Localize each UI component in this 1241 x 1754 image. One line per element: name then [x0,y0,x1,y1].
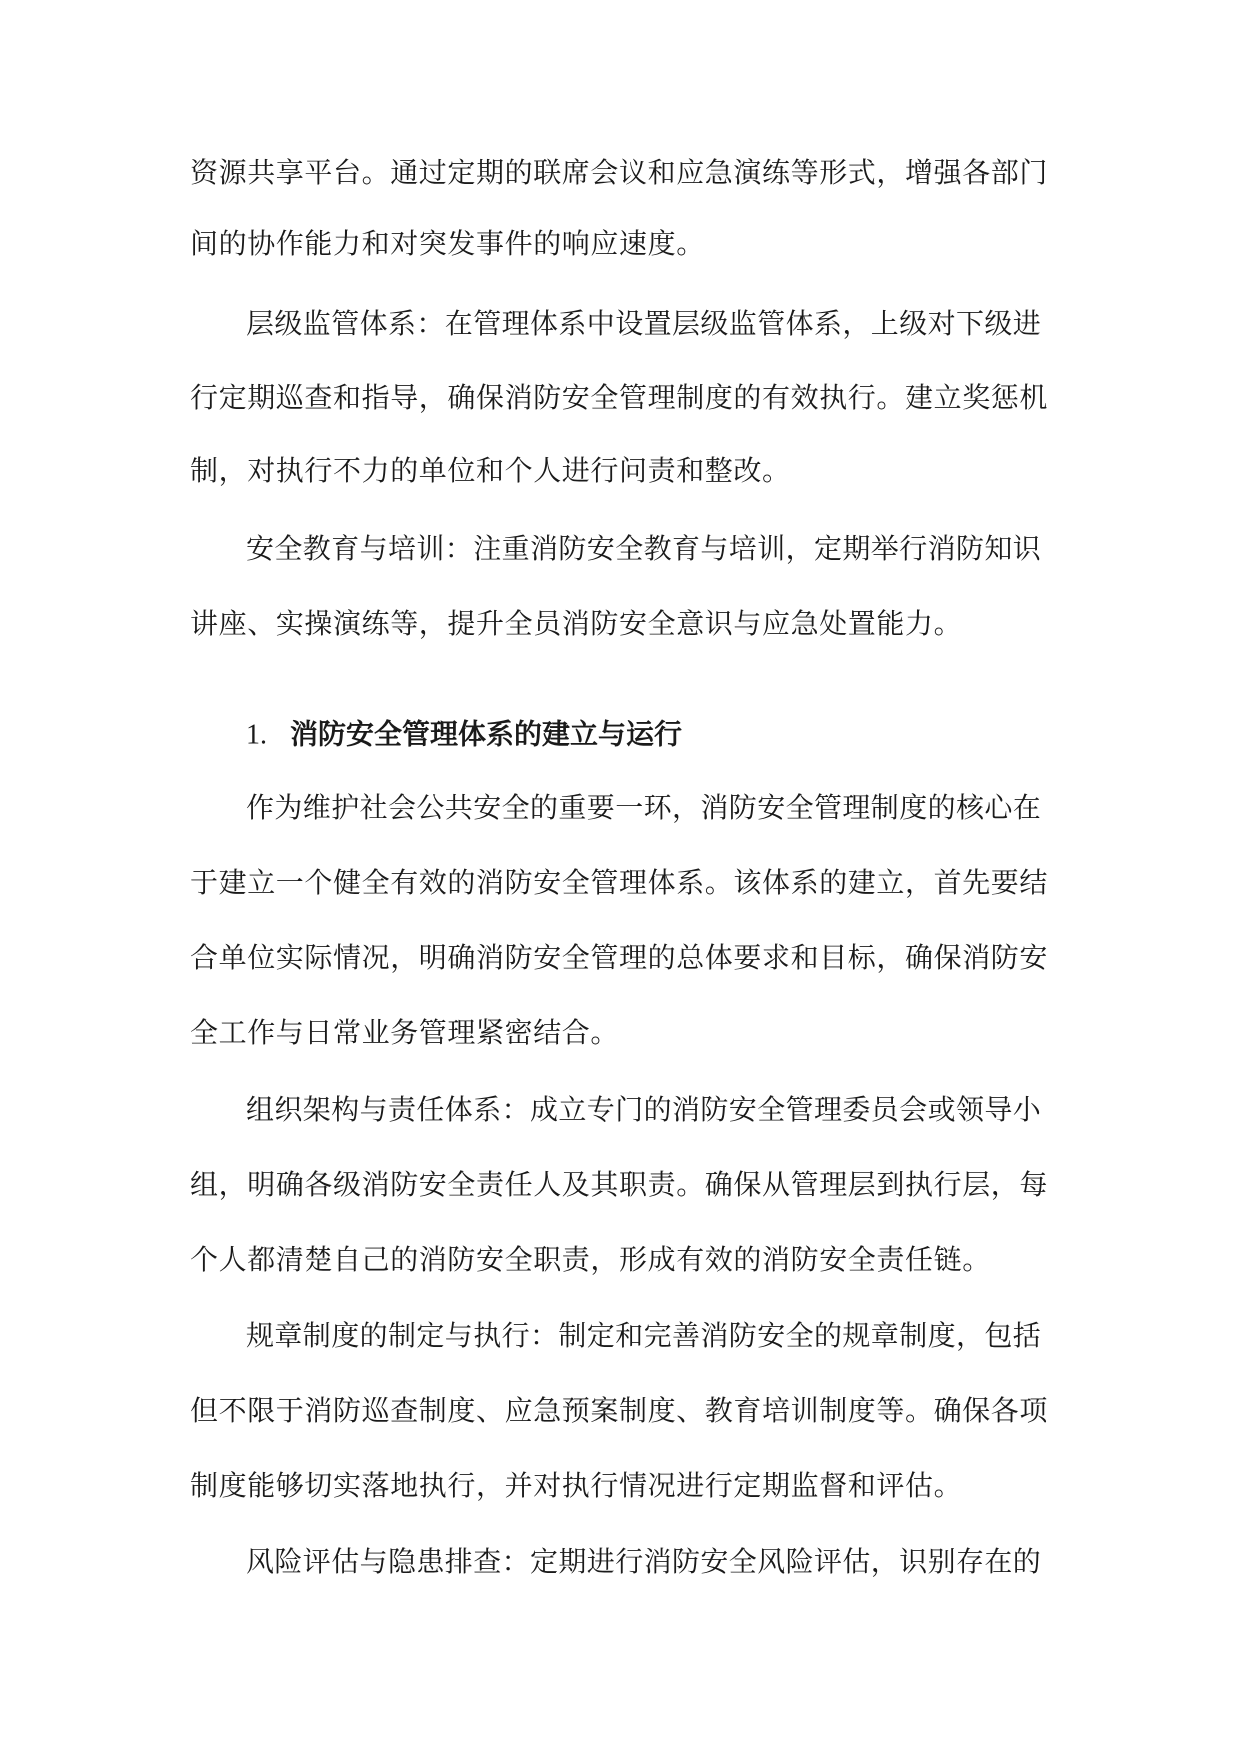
text-line: 风险评估与隐患排查：定期进行消防安全风险评估，识别存在的 [246,1545,1042,1578]
text-line: 层级监管体系：在管理体系中设置层级监管体系，上级对下级进 [246,307,1042,340]
section-heading [246,717,683,751]
text-line: 规章制度的制定与执行：制定和完善消防安全的规章制度，包括 [246,1319,1042,1352]
text-line: 制，对执行不力的单位和个人进行问责和整改。 [190,454,791,487]
text-line: 制度能够切实落地执行，并对执行情况进行定期监督和评估。 [190,1469,963,1502]
text-line: 个人都清楚自己的消防安全职责，形成有效的消防安全责任链。 [190,1243,991,1276]
text-line: 资源共享平台。通过定期的联席会议和应急演练等形式，增强各部门 [190,156,1049,189]
text-line: 安全教育与培训：注重消防安全教育与培训，定期举行消防知识 [246,532,1042,565]
text-line: 组，明确各级消防安全责任人及其职责。确保从管理层到执行层，每 [190,1168,1049,1201]
text-line: 讲座、实操演练等，提升全员消防安全意识与应急处置能力。 [190,607,963,640]
text-line: 但不限于消防巡查制度、应急预案制度、教育培训制度等。确保各项 [190,1394,1049,1427]
text-line: 合单位实际情况，明确消防安全管理的总体要求和目标，确保消防安 [190,941,1049,974]
text-line: 全工作与日常业务管理紧密结合。 [190,1016,620,1049]
text-line: 间的协作能力和对突发事件的响应速度。 [190,227,705,260]
text-line: 作为维护社会公共安全的重要一环，消防安全管理制度的核心在 [246,791,1042,824]
text-line: 于建立一个健全有效的消防安全管理体系。该体系的建立，首先要结 [190,866,1049,899]
text-line: 组织架构与责任体系：成立专门的消防安全管理委员会或领导小 [246,1093,1042,1126]
heading-title: 消防安全管理体系的建立与运行 [290,717,683,751]
text-line: 行定期巡查和指导，确保消防安全管理制度的有效执行。建立奖惩机 [190,381,1049,414]
heading-number: 1. [246,719,267,751]
